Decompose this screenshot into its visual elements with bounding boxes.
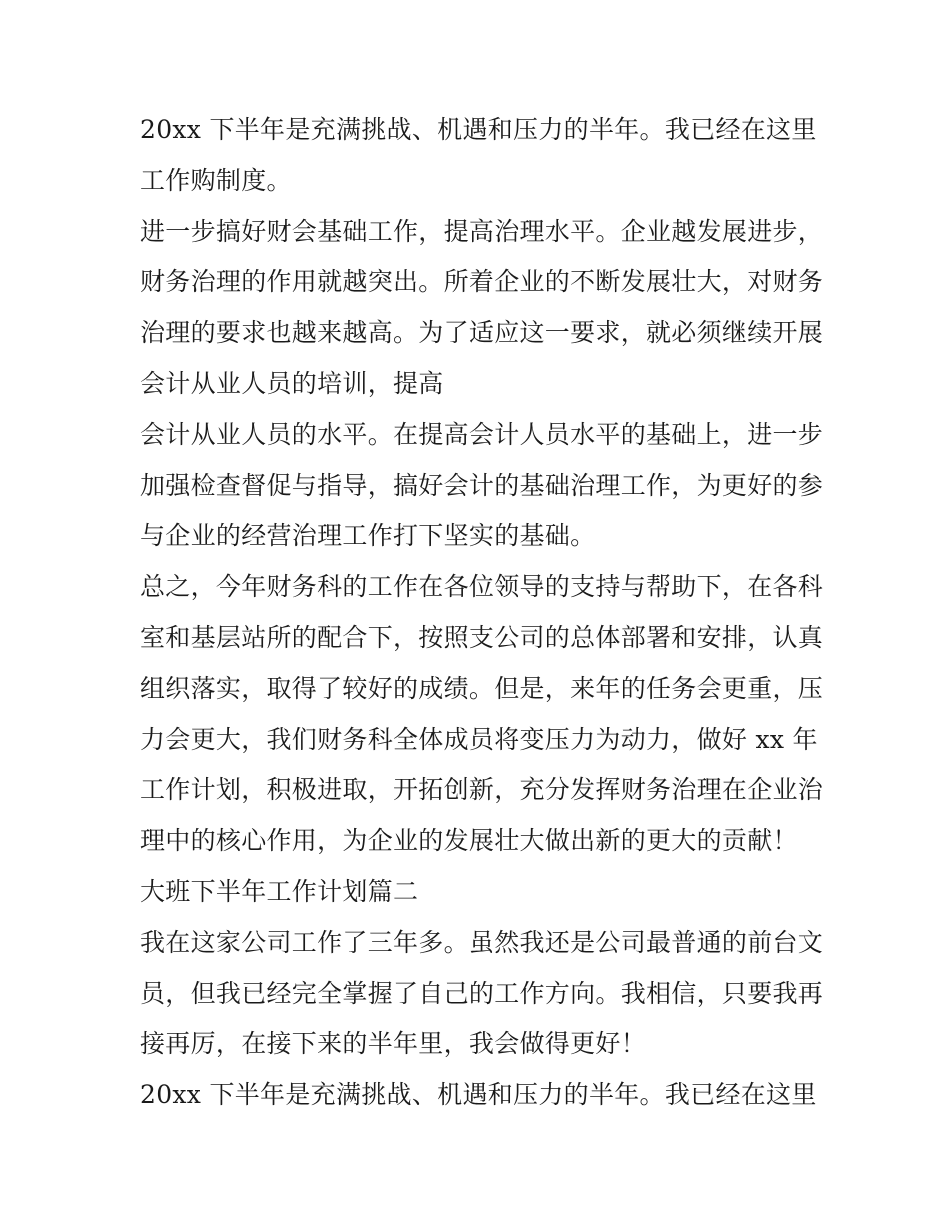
document-body xyxy=(140,105,830,1121)
text-line: 治理的要求也越来越高。为了适应这一要求，就必须继续开展 xyxy=(140,318,824,348)
text-line: 室和基层站所的配合下，按照支公司的总体部署和安排，认真 xyxy=(140,622,824,652)
text-line: 力会更大，我们财务科全体成员将变压力为动力，做好 xx 年 xyxy=(140,724,818,754)
text-line: 会计从业人员的水平。在提高会计人员水平的基础上，进一步 xyxy=(140,419,824,449)
text-line: 进一步搞好财会基础工作，提高治理水平。企业越发展进步， xyxy=(140,216,824,246)
text-line: 财务治理的作用就越突出。所着企业的不断发展壮大，对财务 xyxy=(140,267,824,297)
text-line: 工作购制度。 xyxy=(140,165,292,195)
text-line: 会计从业人员的培训，提高 xyxy=(140,368,444,398)
text-line: 员，但我已经完全掌握了自己的工作方向。我相信，只要我再 xyxy=(140,978,824,1008)
section-heading: 大班下半年工作计划篇二 xyxy=(140,876,419,906)
text-line: 20xx 下半年是充满挑战、机遇和压力的半年。我已经在这里 xyxy=(140,115,817,144)
text-line: 与企业的经营治理工作打下坚实的基础。 xyxy=(140,521,596,551)
text-line: 20xx 下半年是充满挑战、机遇和压力的半年。我已经在这里 xyxy=(140,1080,817,1110)
text-line: 理中的核心作用，为企业的发展壮大做出新的更大的贡献！ xyxy=(140,826,798,856)
text-line: 工作计划，积极进取，开拓创新，充分发挥财务治理在企业治 xyxy=(140,775,824,805)
text-line: 总之，今年财务科的工作在各位领导的支持与帮助下，在各科 xyxy=(140,572,824,602)
text-line: 接再厉，在接下来的半年里，我会做得更好！ xyxy=(140,1029,647,1059)
text-line: 组织落实，取得了较好的成绩。但是，来年的任务会更重，压 xyxy=(140,673,824,703)
text-line: 我在这家公司工作了三年多。虽然我还是公司最普通的前台文 xyxy=(140,927,824,957)
text-line: 加强检查督促与指导，搞好会计的基础治理工作，为更好的参 xyxy=(140,470,824,500)
